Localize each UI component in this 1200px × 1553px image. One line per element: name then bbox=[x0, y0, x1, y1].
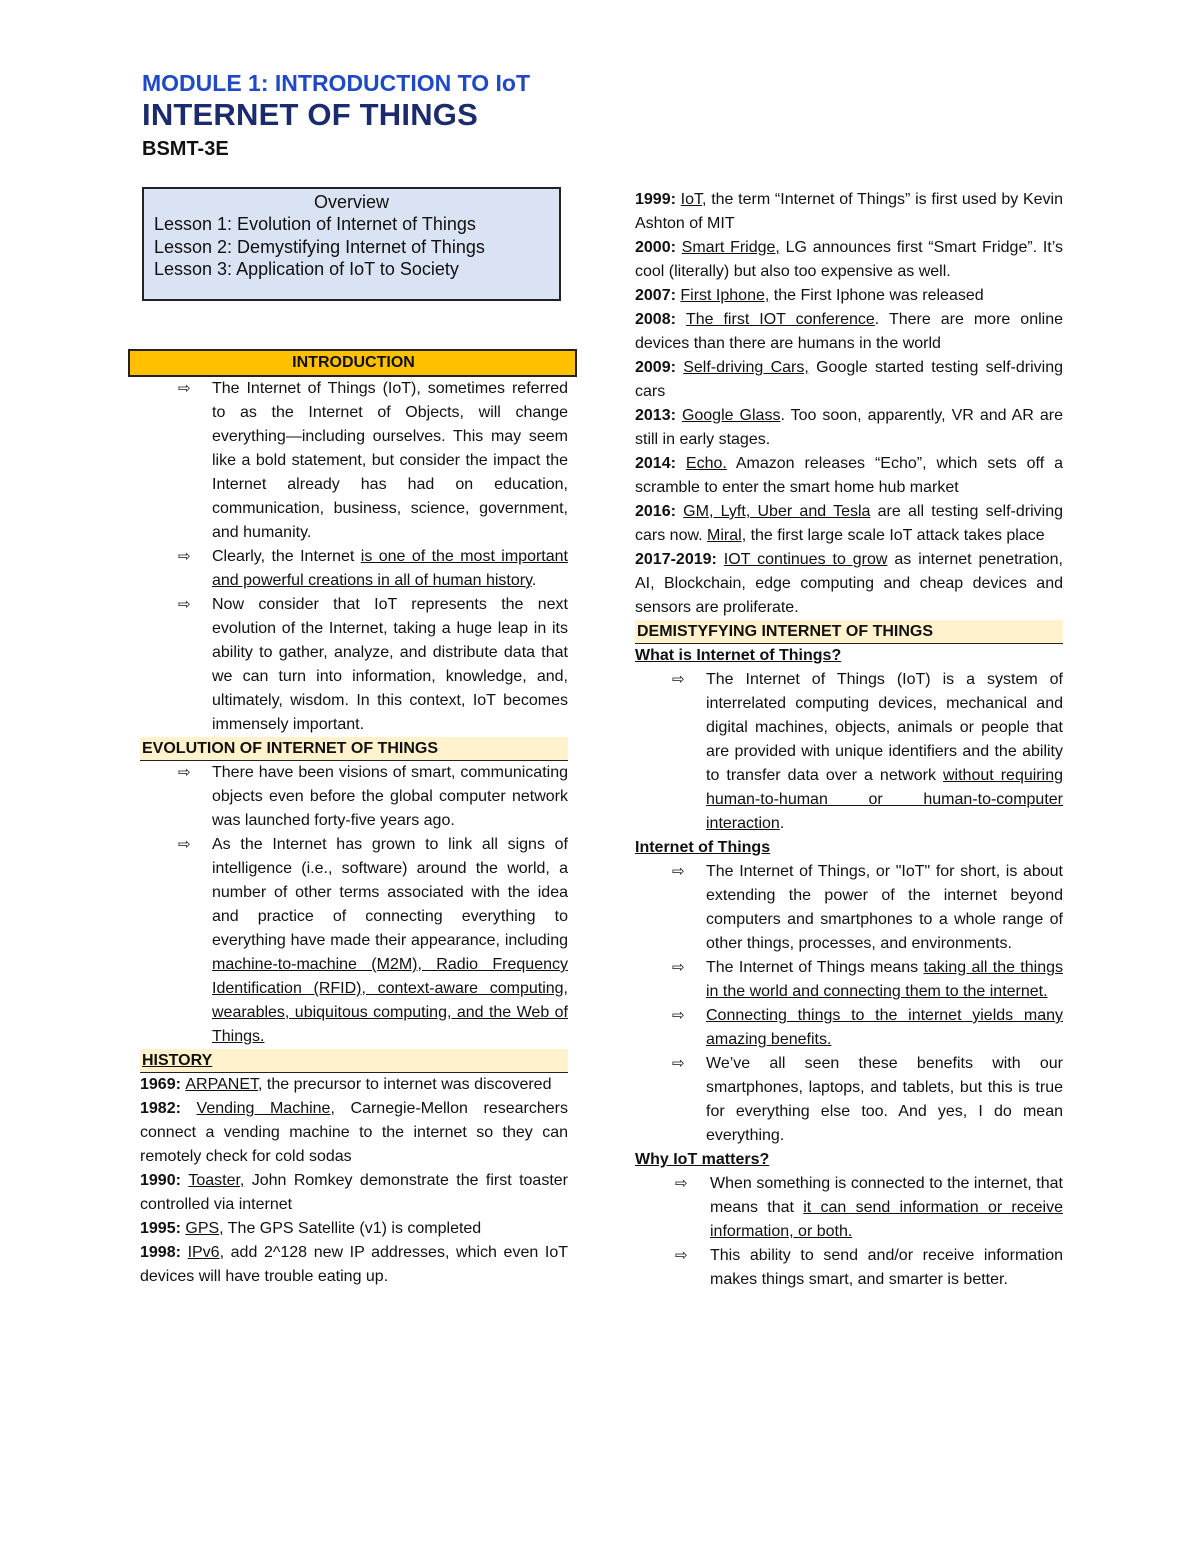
history-entry-1998: 1998: IPv6, add 2^128 new IP addresses, which even IoT devices will have trouble eating up. bbox=[140, 1244, 568, 1285]
internet-of-things-subheading: Internet of Things bbox=[635, 839, 771, 856]
overview-lesson-3: Lesson 3: Application of IoT to Society bbox=[154, 259, 459, 279]
introduction-heading: INTRODUCTION bbox=[128, 349, 577, 377]
history-entry-1995: 1995: GPS, The GPS Satellite (v1) is completed bbox=[140, 1220, 482, 1237]
what-is-iot-bullets bbox=[635, 668, 1063, 836]
arrow-bullet-icon: ⇨ bbox=[672, 1055, 685, 1072]
arrow-bullet-icon: ⇨ bbox=[672, 671, 685, 688]
evolution-heading: EVOLUTION OF INTERNET OF THINGS bbox=[140, 737, 568, 761]
list-item: ⇨ Clearly, the Internet is one of the most important and powerful creations in all of human history. bbox=[140, 545, 568, 593]
overview-box bbox=[142, 187, 561, 301]
list-item: ⇨ This ability to send and/or receive information makes things smart, and smarter is better. bbox=[635, 1244, 1063, 1292]
arrow-bullet-icon: ⇨ bbox=[178, 764, 191, 781]
list-item: ⇨ Now consider that IoT represents the next evolution of the Internet, taking a huge leap in its ability to gather, analyze, and distribute data that we can turn into information, knowledge, and, ultimately, wisdom. In this context, IoT becomes immensely important. bbox=[140, 593, 568, 737]
history-entry-2017-2019: 2017-2019: IOT continues to grow as internet penetration, AI, Blockchain, edge computing and cheap devices and sensors are proliferate. bbox=[635, 551, 1064, 616]
list-item: ⇨ We’ve all seen these benefits with our smartphones, laptops, and tablets, but this is true for everything else too. And yes, I do mean everything. bbox=[635, 1052, 1063, 1148]
list-item: ⇨ There have been visions of smart, communicating objects even before the global computer network was launched forty-five years ago. bbox=[140, 761, 568, 833]
class-section: BSMT-3E bbox=[142, 138, 229, 160]
arrow-bullet-icon: ⇨ bbox=[672, 1007, 685, 1024]
arrow-bullet-icon: ⇨ bbox=[178, 548, 191, 565]
right-column bbox=[635, 188, 1063, 1292]
history-entry-2016: 2016: GM, Lyft, Uber and Tesla are all testing self-driving cars now. Miral, the first large scale IoT attack takes place bbox=[635, 503, 1064, 544]
history-entry-2007: 2007: First Iphone, the First Iphone was released bbox=[635, 287, 984, 304]
evolution-bullets bbox=[140, 761, 568, 1049]
list-item: ⇨ When something is connected to the internet, that means that it can send information or receive information, or both. bbox=[635, 1172, 1063, 1244]
history-entry-1969: 1969: ARPANET, the precursor to internet was discovered bbox=[140, 1076, 552, 1093]
arrow-bullet-icon: ⇨ bbox=[178, 836, 191, 853]
arrow-bullet-icon: ⇨ bbox=[675, 1247, 688, 1264]
history-entry-2009: 2009: Self-driving Cars, Google started testing self-driving cars bbox=[635, 359, 1064, 400]
list-item: ⇨ The Internet of Things (IoT) is a system of interrelated computing devices, mechanical and digital machines, objects, animals or people that are provided with unique identifiers and the ability to transfer data over a network without requiring human-to-human or human-to-computer interaction. bbox=[635, 668, 1063, 836]
history-entry-2000: 2000: Smart Fridge, LG announces first “Smart Fridge”. It’s cool (literally) but also too expensive as well. bbox=[635, 239, 1064, 280]
left-column bbox=[140, 349, 568, 1289]
demystifying-heading: DEMISTYFYING INTERNET OF THINGS bbox=[635, 620, 1063, 644]
why-iot-matters-bullets bbox=[635, 1172, 1063, 1292]
history-entry-1982: 1982: Vending Machine, Carnegie-Mellon researchers connect a vending machine to the internet so they can remotely check for cold sodas bbox=[140, 1100, 568, 1165]
arrow-bullet-icon: ⇨ bbox=[675, 1175, 688, 1192]
introduction-bullets bbox=[140, 377, 568, 737]
list-item: ⇨ The Internet of Things (IoT), sometimes referred to as the Internet of Objects, will change everything—including ourselves. This may seem like a bold statement, but consider the impact the Internet already has had on education, communication, business, science, government, and humanity. bbox=[140, 377, 568, 545]
arrow-bullet-icon: ⇨ bbox=[178, 596, 191, 613]
history-entry-1999: 1999: IoT, the term “Internet of Things” is first used by Kevin Ashton of MIT bbox=[635, 191, 1063, 232]
module-heading: MODULE 1: INTRODUCTION TO IoT bbox=[142, 70, 531, 96]
why-iot-matters-subheading: Why IoT matters? bbox=[635, 1151, 770, 1168]
what-is-iot-subheading: What is Internet of Things? bbox=[635, 647, 842, 664]
list-item: ⇨ The Internet of Things means taking all the things in the world and connecting them to the internet. bbox=[635, 956, 1063, 1004]
history-entry-1990: 1990: Toaster, John Romkey demonstrate the first toaster controlled via internet bbox=[140, 1172, 568, 1213]
arrow-bullet-icon: ⇨ bbox=[672, 959, 685, 976]
list-item: ⇨ As the Internet has grown to link all signs of intelligence (i.e., software) around the world, a number of other terms associated with the idea and practice of connecting everything to everything have made their appearance, including machine-to-machine (M2M), Radio Frequency Identification (RFID), context-aware computing, wearables, ubiquitous computing, and the Web of Things. bbox=[140, 833, 568, 1049]
overview-lesson-1: Lesson 1: Evolution of Internet of Things bbox=[154, 214, 476, 234]
history-heading: HISTORY bbox=[140, 1049, 568, 1073]
history-entry-2008: 2008: The first IOT conference. There are more online devices than there are humans in the world bbox=[635, 311, 1064, 352]
list-item: ⇨ The Internet of Things, or "IoT" for short, is about extending the power of the internet beyond computers and smartphones to a whole range of other things, processes, and environments. bbox=[635, 860, 1063, 956]
internet-of-things-bullets bbox=[635, 860, 1063, 1148]
arrow-bullet-icon: ⇨ bbox=[178, 380, 191, 397]
document-title: INTERNET OF THINGS bbox=[142, 97, 478, 132]
list-item: ⇨ Connecting things to the internet yields many amazing benefits. bbox=[635, 1004, 1063, 1052]
overview-title: Overview bbox=[313, 192, 389, 212]
arrow-bullet-icon: ⇨ bbox=[672, 863, 685, 880]
history-entry-2013: 2013: Google Glass. Too soon, apparently, VR and AR are still in early stages. bbox=[635, 407, 1064, 448]
overview-lesson-2: Lesson 2: Demystifying Internet of Things bbox=[154, 236, 485, 257]
history-entry-2014: 2014: Echo. Amazon releases “Echo”, which sets off a scramble to enter the smart home hub market bbox=[635, 455, 1064, 496]
